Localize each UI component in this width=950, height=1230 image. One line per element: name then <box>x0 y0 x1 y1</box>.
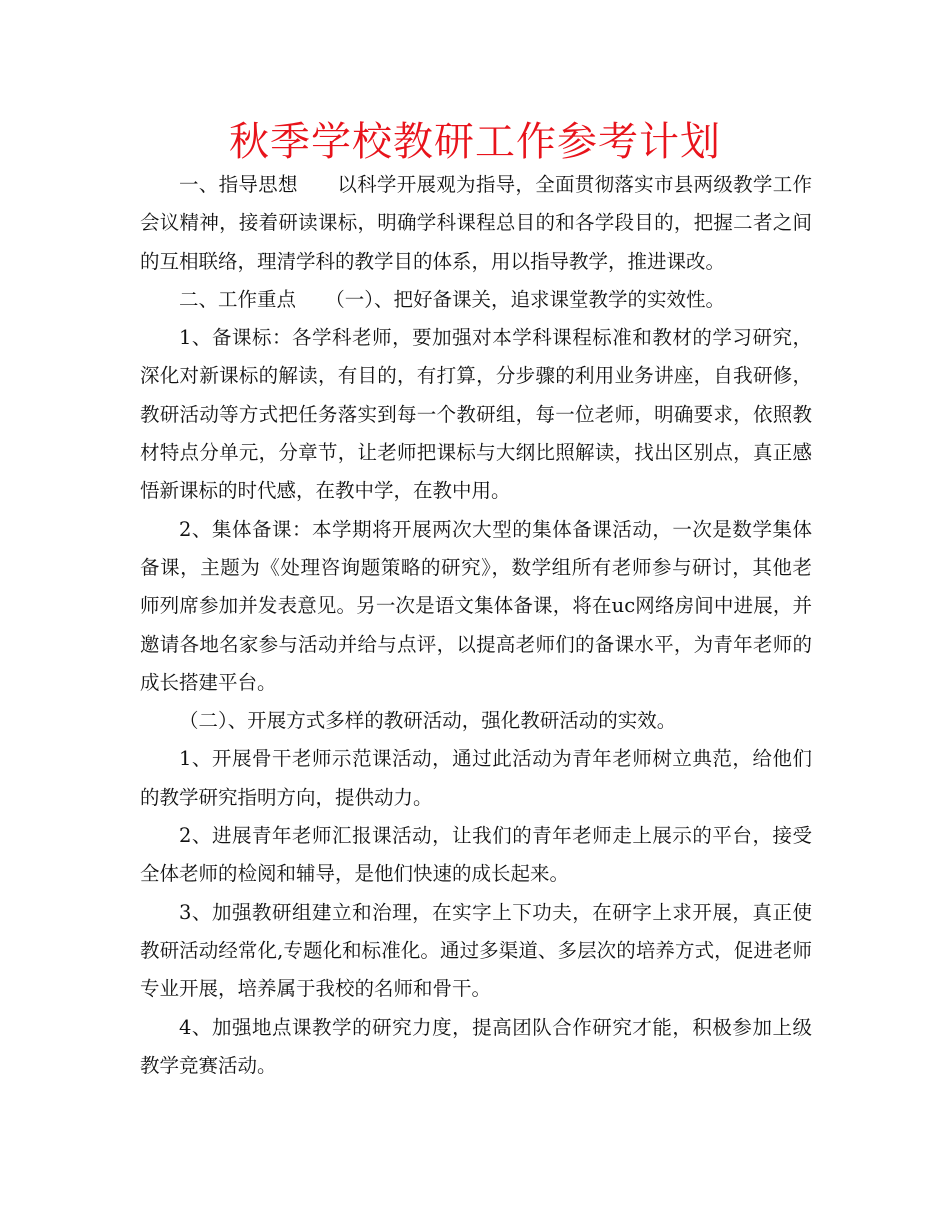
paragraph-collective-lesson-prep: 2、集体备课：本学期将开展两次大型的集体备课活动，一次是数学集体备课，主题为《处理咨询题策略的研究》，数学组所有老师参与研讨，其他老师列席参加并发表意见。另一次是语文集体备课，将在uc网络房间中进展，并邀请各地名家参与活动并给与点评，以提高老师们的备课水平，为青年老师的成长搭建平台。 <box>140 517 812 694</box>
paragraph-demo-lessons: 1、开展骨干老师示范课活动，通过此活动为青年老师树立典范，给他们的教学研究指明方向，提供动力。 <box>140 747 812 809</box>
paragraph-work-focus: 二、工作重点 （一）、把好备课关，追求课堂教学的实效性。 <box>179 287 726 311</box>
paragraph-section-two-heading: （二）、开展方式多样的教研活动，强化教研活动的实效。 <box>179 709 677 733</box>
paragraph-guiding-thought: 一、指导思想 以科学开展观为指导，全面贯彻落实市县两级教学工作会议精神，接着研读课标，明确学科课程总目的和各学段目的，把握二者之间的互相联络，理清学科的教学目的体系，用以指导教学，推进课改。 <box>140 173 812 273</box>
document-title: 秋季学校教研工作参考计划 <box>229 119 721 165</box>
paragraph-local-curriculum: 4、加强地点课教学的研究力度，提高团队合作研究才能，积极参加上级教学竞赛活动。 <box>140 1015 812 1077</box>
paragraph-curriculum-standards: 1、备课标：各学科老师，要加强对本学科课程标准和教材的学习研究，深化对新课标的解读，有目的，有打算，分步骤的利用业务讲座，自我研修，教研活动等方式把任务落实到每一个教研组，每一位老师，明确要求，依照教材特点分单元，分章节，让老师把课标与大纲比照解读，找出区别点，真正感悟新课标的时代感，在教中学，在教中用。 <box>140 326 812 503</box>
paragraph-young-teacher-reports: 2、进展青年老师汇报课活动，让我们的青年老师走上展示的平台，接受全体老师的检阅和辅导，是他们快速的成长起来。 <box>140 824 812 886</box>
document-body <box>140 166 812 1085</box>
paragraph-research-group-building: 3、加强教研组建立和治理，在实字上下功夫，在研字上求开展，真正使教研活动经常化,专题化和标准化。通过多渠道、多层次的培养方式，促进老师专业开展，培养属于我校的名师和骨干。 <box>140 900 812 1001</box>
